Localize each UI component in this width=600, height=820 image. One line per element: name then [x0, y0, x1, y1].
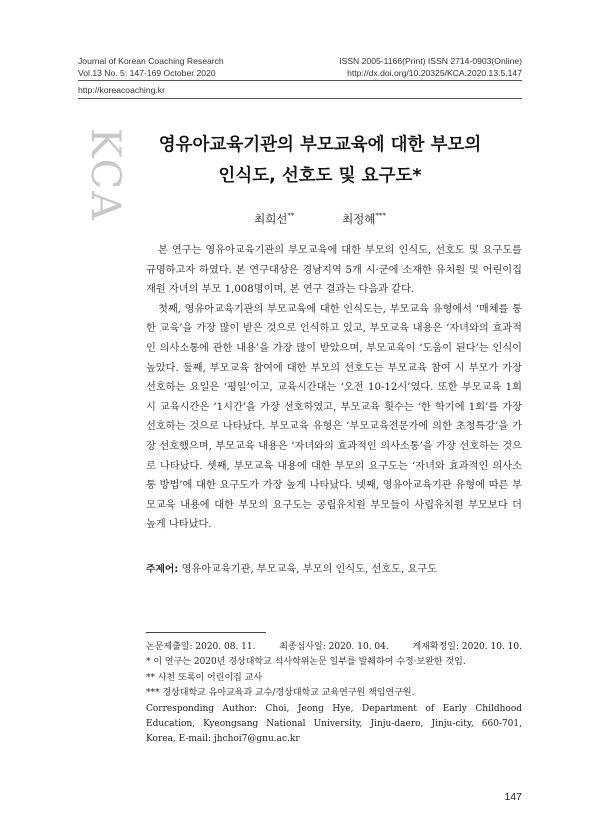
title-line-2: 인식도, 선호도 및 요구도*	[218, 166, 422, 186]
footnote-2: ** 사천 또록이 어린이집 교사	[146, 672, 263, 683]
author-list	[130, 211, 510, 227]
reviewed-date: 최종심사일: 2020. 10. 04.	[279, 642, 389, 652]
keywords-label: 주제어:	[146, 564, 179, 575]
received-date: 논문제출일: 2020. 08. 11.	[146, 642, 256, 652]
keywords-text: 영유아교육기관, 부모교육, 부모의 인식도, 선호도, 요구도	[181, 564, 438, 575]
footnote-divider	[146, 632, 266, 633]
abstract	[146, 241, 522, 535]
corresponding-author: Corresponding Author: Choi, Jeong Hye, Department of Early Childhood Education, Kyeongsang National University, Jinju-daero, Jinju-city, 660-701, Korea, E-mail: jhchoi7@gnu.ac.kr	[146, 703, 522, 745]
author-1-mark: **	[287, 212, 295, 221]
author-2: 최정혜***	[342, 212, 386, 226]
doi-link[interactable]: http://dx.doi.org/10.20325/KCA.2020.13.5.147	[347, 68, 522, 78]
paper-title	[130, 130, 510, 192]
footnote-3: *** 경상대학교 유아교육과 교수/경상대학교 교육연구원 책임연구원.	[146, 688, 415, 699]
accepted-date: 게재확정일: 2020. 10. 10.	[412, 642, 522, 652]
header-divider-2	[78, 98, 522, 99]
author-1: 최희선**	[254, 212, 295, 226]
volume-info: Vol.13 No. 5: 147-169 October 2020	[78, 68, 216, 78]
footnotes	[146, 640, 522, 748]
keywords	[146, 560, 522, 575]
kca-logo: KCA	[82, 127, 128, 223]
abstract-paragraph-1: 본 연구는 영유아교육기관의 부모교육에 대한 부모의 인식도, 선호도 및 요구도를 규명하고자 하였다. 본 연구대상은 경남지역 5개 시·군에 소재한 유치원 및 어린이집 재원 자녀의 부모 1,008명이며, 본 연구 결과는 다음과 같다.	[146, 245, 522, 296]
journal-url[interactable]: http://koreacoaching.kr	[78, 85, 165, 95]
submission-dates	[146, 640, 522, 655]
journal-name: Journal of Korean Coaching Research	[78, 56, 224, 66]
title-line-1: 영유아교육기관의 부모교육에 대한 부모의	[158, 135, 482, 155]
issn: ISSN 2005-1166(Print) ISSN 2714-0903(Online)	[339, 56, 522, 66]
abstract-paragraph-2: 첫째, 영유아교육기관의 부모교육에 대한 인식도는, 부모교육 유형에서 ‘매체를 통한 교육’을 가장 많이 받은 것으로 인식하고 있고, 부모교육 내용은 ‘자녀와의 효과적인 의사소통에 관한 내용’을 가장 많이 받았으며, 부모교육이 ‘도움이 된다’는 인식이 높았다. 둘째, 부모교육 참여에 대한 부모의 선호도는 부모교육 참여 시 부모가 가장 선호하는 요일은 ‘평일’이고, 교육시간대는 ‘오전 10-12시’였다. 또한 부모교육 1회 시 교육시간은 ‘1시간’을 가장 선호하였고, 부모교육 횟수는 ‘한 학기에 1회’를 가장 선호하는 것으로 나타났다. 부모교육 유형은 ‘부모교육전문가에 의한 초청특강’을 가장 선호했으며, 부모교육 내용은 ‘자녀와의 효과적인 의사소통’을 가장 선호하는 것으로 나타났다. 셋째, 부모교육 내용에 대한 부모의 요구도는 ‘자녀와 효과적인 의사소통 방법’에 대한 요구도가 가장 높게 나타났다. 넷째, 영유아교육기관 유형에 따른 부모교육 내용에 대한 부모의 요구도는 공립유치원 부모들이 사립유치원 부모보다 더 높게 나타났다.	[146, 303, 522, 531]
author-2-mark: ***	[375, 212, 386, 221]
page-number: 147	[504, 791, 522, 803]
header-divider	[78, 80, 522, 81]
footnote-1: * 이 연구는 2020년 경상대학교 석사학위논문 일부를 발췌하여 수정·보완한 것임.	[146, 657, 466, 668]
